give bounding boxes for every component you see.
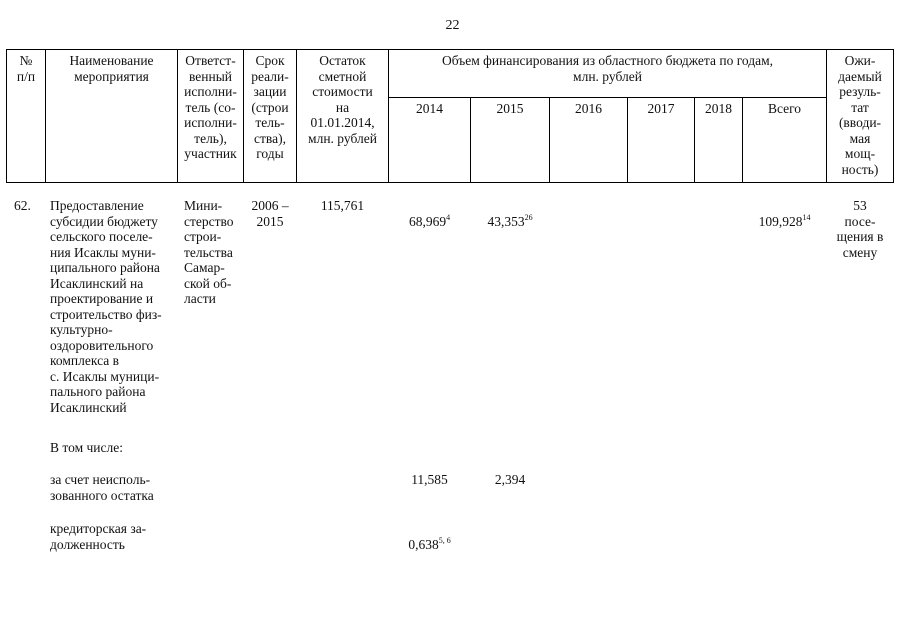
header-name: Наименование мероприятия (69, 53, 154, 84)
header-executor: Ответст- венный исполни- тель (со- исполни- тель), участник (184, 53, 237, 161)
footnote-ref: 26 (524, 212, 533, 222)
row-2014-value: 68,969$^4$ (408, 212, 451, 229)
header-year-2016: 2016 (575, 101, 602, 116)
header-num: № п/п (16, 53, 36, 84)
footnote-ref: 14 (802, 212, 811, 222)
row-result: 53 посе- щения в смену (836, 198, 884, 260)
header-total: Всего (767, 101, 802, 116)
sub1-2015-value: 2,394 (494, 472, 526, 487)
row-num: 62. (14, 198, 31, 213)
row-executor: Мини- стерство строи- тельства Самар- ской об- ласти (184, 198, 234, 306)
footnote-ref: 5, 6 (438, 535, 451, 545)
sub1-2014-value: 11,585 (411, 472, 448, 487)
footnote-ref: 4 (446, 212, 451, 222)
header-year-2018: 2018 (705, 101, 732, 116)
row-term: 2006 – 2015 (251, 198, 289, 229)
row-remain: 115,761 (320, 198, 365, 213)
including-label: В том числе: (50, 440, 123, 455)
header-remain: Остаток сметной стоимости на 01.01.2014, млн. рублей (308, 53, 377, 146)
header-year-2017: 2017 (647, 101, 675, 116)
header-term: Срок реали- зации (строи тель- ства), годы (251, 53, 289, 161)
row-2015-value: 43,353$^{26}$ (487, 212, 533, 229)
sub2-label: кредиторская за- долженность (50, 521, 147, 552)
header-funding: Объем финансирования из областного бюджета по годам, млн. рублей (441, 53, 774, 84)
row-total-value: 109,928$^{14}$ (758, 212, 811, 229)
row-name: Предоставление субсидии бюджету сельского поселе- ния Исаклы муни- ципального района Исаклинский на проектирование и строительство физ- культурно- оздоровительного комплекса в с. Исаклы муници- пального района Исаклинский (50, 198, 162, 415)
sub2-2014-value: 0,638$^{5, 6}$ (408, 535, 451, 552)
header-year-2015: 2015 (496, 101, 524, 116)
header-result: Ожи- даемый резуль- тат (вводи- мая мощ- ность) (838, 53, 882, 177)
page-number: 22 (445, 18, 460, 33)
sub1-label: за счет неисполь- зованного остатка (50, 472, 154, 503)
header-year-2014: 2014 (416, 101, 443, 116)
